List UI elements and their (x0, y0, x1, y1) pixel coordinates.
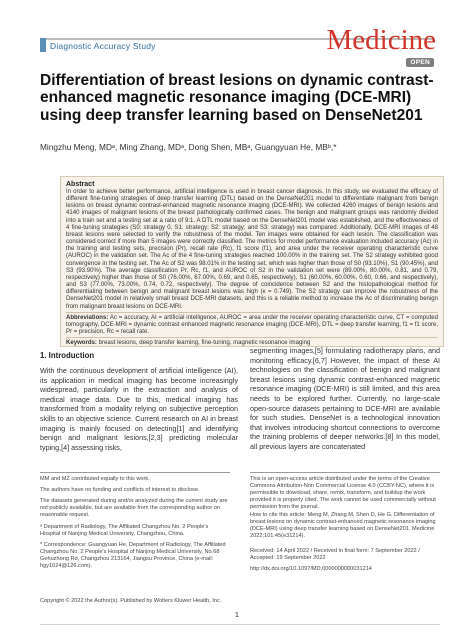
bottom-rule (40, 624, 440, 625)
footnote: Received: 14 April 2022 / Received in final form: 7 September 2022 / Accepted: 19 September 2022 (250, 548, 420, 561)
copyright: Copyright © 2022 the Author(s). Published by Wolters Kluwer Health, Inc. (40, 598, 222, 604)
keywords-label: Keywords: (66, 340, 97, 347)
abbreviations-label: Abbreviations: (66, 314, 109, 321)
open-access-badge: OPEN (406, 58, 434, 67)
intro-text-left: With the continuous development of artificial intelligence (AI), its application in medical imaging has become increasingly widespread, particularly in the extraction and analysis of medical image data. Due to this, medical imaging has transformed from a modality relying on subjective perception skills to an objective science. Current research on AI in breast imaging is mainly focused on detecting[1] and identifying benign and malignant lesions,[2,3] predicting molecular typing,[4] assessing risks, (40, 366, 238, 452)
footnote: * Correspondence: Guangyuan He, Department of Radiology, The Affiliated Changzhou No. 2 People's Hospital of Nanjing Medical University, No.68 Gehuzhong Rd, Changzhou 213164, Jiangsu Province, China (e-mail: hgy1024@126.com). (40, 542, 226, 569)
abstract-divider (66, 312, 438, 313)
keywords-text: breast lesions, deep transfer learning, fine-tuning, magnetic resonance imaging (98, 340, 311, 347)
footnote: MM and MZ contributed equally to this work. (40, 476, 150, 482)
footnote-rule (40, 472, 230, 473)
footnote-rule (250, 472, 440, 473)
abbreviations-text: Ac = accuracy, AI = artificial intelligence, AUROC = area under the receiver operating characteristic curve, CT = computed tomography, DCE-MRI = dynamic contrast enhanced magnetic resonance imaging (DCE-MRI), DTL = deep transfer learning, f1 = f1 score, Pr = precision, Rc = recall rate. (66, 314, 438, 335)
footnote: How to cite this article: Meng M, Zhang M, Shen D, He G. Differentiation of breast lesions on dynamic contrast-enhanced magnetic resonance imaging (DCE-MRI) using deep transfer learning based on DenseNet201. Medicine 2022;101:45(e31214). (250, 512, 436, 539)
abstract-box (60, 176, 444, 347)
article-title: Differentiation of breast lesions on dynamic contrast-enhanced magnetic resonance imaging (DCE-MRI) using deep transfer learning based on DenseNet201 (40, 72, 434, 124)
section-label: Diagnostic Accuracy Study (50, 41, 156, 51)
footnote: The authors have no funding and conflicts of interest to disclose. (40, 487, 200, 493)
author-list: Mingzhu Meng, MDᵃ, Ming Zhang, MDᵃ, Dong Shen, MBᵃ, Guangyuan He, MBᵇ,* (40, 142, 337, 152)
intro-text-right: segmenting images,[5] formulating radiotherapy plans, and monitoring efficacy.[6,7] However, the impact of these AI technologies on the classification of benign and malignant breast lesions using dynamic contrast-enhanced magnetic resonance imaging (DCE-MRI) is still limited, and this area needs to be explored further. Currently, no large-scale open-source datasets pertaining to DCE-MRI are available for such studies. DenseNet is a technological innovation that involves introducing shortcut connections to overcome the training problems of deeper networks.[8] In this model, all previous layers are concatenated (250, 346, 440, 451)
section-marker (40, 38, 46, 52)
journal-logo: Medicine (326, 24, 436, 56)
footnote: ᵃ Department of Radiology, The Affiliated Changzhou No. 2 People's Hospital of Nanjing Medical University, Changzhou, China. (40, 524, 209, 537)
page-number: 1 (234, 610, 240, 619)
introduction-heading: 1. Introduction (40, 351, 95, 360)
doi-link[interactable]: http://dx.doi.org/10.1097/MD.0000000000031214 (250, 566, 372, 572)
abbreviations (66, 315, 438, 336)
abstract-heading: Abstract (66, 181, 95, 188)
abstract-text: In order to achieve better performance, artificial intelligence is used in breast cancer diagnosis. In this study, we evaluated the efficacy of different fine-tuning strategies of deep transfer learning (DTL) based on the DenseNet201 model to differentiate malignant from benign lesions on breast dynamic contrast-enhanced magnetic resonance imaging (DCE-MRI). We collected 4260 images of benign lesions and 4140 images of malignant lesions of the breast pathologically confirmed cases. The benign and malignant groups was randomly divided into a train set and a testing set at a ratio of 9:1. A DTL model based on the DenseNet201 model was established, and the effectiveness of 4 fine-tuning strategies (S0: strategy 0, S1: strategy; S2: strategy; and S3: strategy) was compared. Additionally, DCE-MRI images of 48 breast lesions were selected to verify the robustness of the model. Ten images were obtained for each lesion. The classification was considered correct if more than 5 images were correctly classified. The metrics for model performance evaluation included accuracy (Ac) in the training and testing sets, precision (Pr), recall rate (Rc), f1 score (f1), and area under the receiver operating characteristic curve (AUROC) in the validation set. The Ac of the 4 fine-tuning strategies reached 100.00% in the training set. The S2 strategy exhibited good convergence in the testing set. The Ac of S2 was 98.01% in the testing set, which was higher than those of S0 (93.10%), S1 (90.45%), and S3 (93.90%). The average classification Pr, Rc, f1, and AUROC of S2 in the validation set were (89.00%, 80.00%, 0.81, and 0.79, respectively) higher than those of S0 (76.00%, 67.00%, 0.69, and 0.65, respectively), S1 (60.00%, 60.00%, 0.60, 0.66, and respectively), and S3 (77.00%, 73.00%, 0.74, 0.72, respectively). The degree of coincidence between S2 and the histopathological method for differentiating between benign and malignant breast lesions was high (κ = 0.749). The S2 strategy can improve the robustness of the DenseNet201 model in relatively small breast DCE-MRI datasets, and this is a reliable method to increase the Ac of discriminating benign from malignant breast lesions on DCE-MRI. (66, 189, 438, 310)
footnote: This is an open-access article distributed under the terms of the Creative Commons Attribution-Non Commercial License 4.0 (CCBY-NC), where it is permissible to download, share, remix, transform, and buildup the work provided it is properly cited. The work cannot be used commercially without permission from the journal. (250, 476, 436, 510)
abstract-divider (66, 337, 438, 338)
footnote: The datasets generated during and/or analyzed during the current study are not publicly available, but are available from the corresponding author on reasonable request. (40, 498, 228, 518)
